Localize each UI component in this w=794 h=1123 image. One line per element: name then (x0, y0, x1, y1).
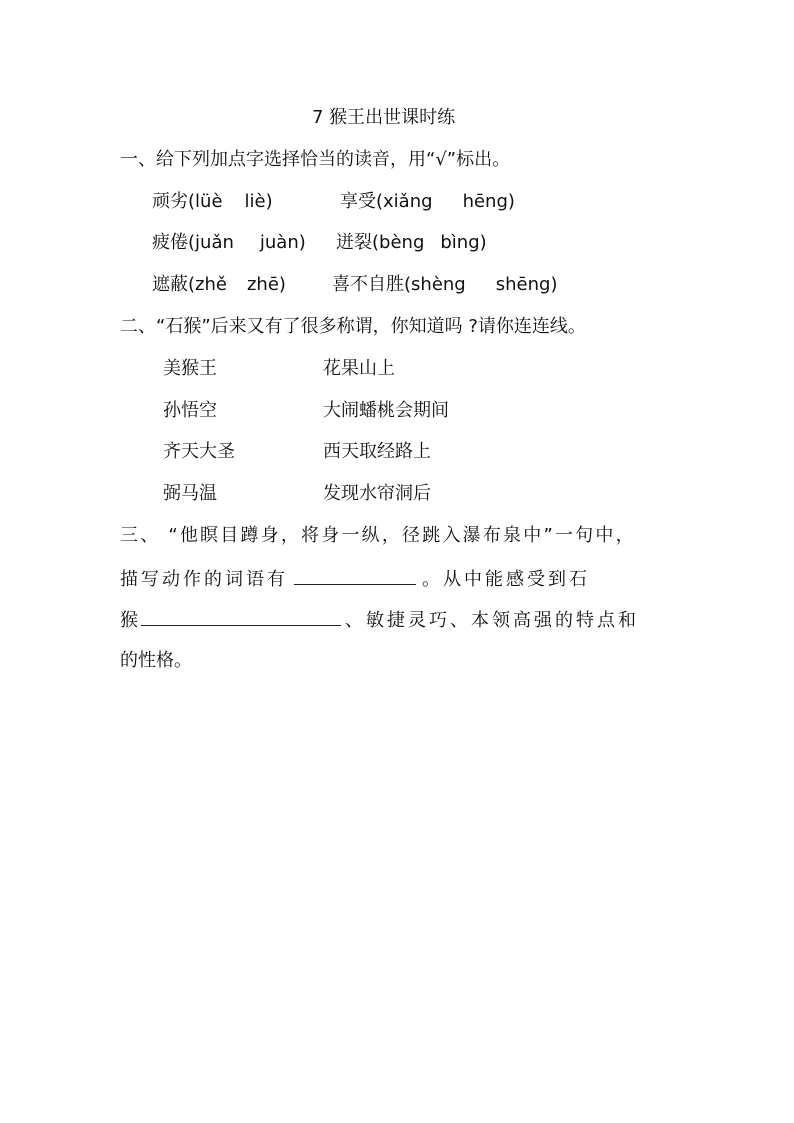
q1-word: 喜不自胜( (332, 274, 412, 295)
page-title: 7 猴王出世课时练 (312, 107, 456, 128)
match-left-1[interactable]: 美猴王 (163, 358, 217, 379)
pinyin-option-b[interactable]: liè (244, 191, 266, 212)
q3-text: 、敏捷灵巧、本领高强的特点和 (345, 610, 639, 631)
question-3-line-2 (120, 566, 590, 592)
question-3-line-4: 的性格。 (120, 650, 192, 671)
pinyin-option-a[interactable]: lüè (195, 191, 223, 212)
pinyin-option-a[interactable]: xiǎng (383, 191, 433, 212)
q1-word: 顽劣( (152, 191, 196, 212)
pinyin-option-b[interactable]: zhē (246, 274, 279, 295)
pinyin-option-b[interactable]: shēng (495, 274, 551, 295)
pinyin-option-a[interactable]: zhě (195, 274, 227, 295)
match-left-4[interactable]: 弼马温 (163, 483, 217, 504)
paren-close: ) (479, 232, 487, 253)
match-left-3[interactable]: 齐天大圣 (163, 441, 235, 462)
match-right-1[interactable]: 花果山上 (323, 358, 395, 379)
match-left-2[interactable]: 孙悟空 (163, 400, 217, 421)
answer-blank-2[interactable] (141, 607, 341, 626)
pinyin-option-b[interactable]: bìng (440, 232, 480, 253)
q1-item-5 (152, 273, 286, 297)
pinyin-option-a[interactable]: bèng (379, 232, 425, 253)
pinyin-option-b[interactable]: juàn (259, 232, 299, 253)
match-right-2[interactable]: 大闹蟠桃会期间 (323, 400, 449, 421)
paren-close: ) (298, 232, 306, 253)
q1-word: 疲倦( (152, 232, 196, 253)
q1-item-3 (152, 231, 306, 255)
q1-word: 迸裂( (336, 232, 380, 253)
q1-word: 享受( (340, 191, 384, 212)
question-3-line-1: 三、 “他瞑目蹲身，将身一纵，径跳入瀑布泉中”一句中， (120, 525, 636, 546)
q1-item-2 (340, 190, 515, 214)
question-1-heading: 一、给下列加点字选择恰当的读音，用“√”标出。 (120, 149, 511, 170)
q1-item-4 (336, 231, 487, 255)
q1-word: 遮蔽( (152, 274, 196, 295)
question-3-line-3 (120, 607, 639, 633)
pinyin-option-a[interactable]: shèng (411, 274, 466, 295)
answer-blank-1[interactable] (294, 566, 416, 585)
paren-close: ) (265, 191, 273, 212)
paren-close: ) (550, 274, 558, 295)
question-2-heading: 二、“石猴”后来又有了很多称谓，你知道吗 ?请你连连线。 (120, 316, 586, 337)
paren-close: ) (278, 274, 286, 295)
match-right-3[interactable]: 西天取经路上 (323, 441, 431, 462)
q3-text: 猴 (120, 610, 141, 631)
pinyin-option-a[interactable]: juǎn (195, 232, 234, 253)
q1-item-6 (332, 273, 557, 297)
q1-item-1 (152, 190, 273, 214)
pinyin-option-b[interactable]: hēng (462, 191, 508, 212)
q3-text: 描写动作的词语有 (120, 569, 288, 590)
q3-text: 。从中能感受到石 (422, 569, 590, 590)
match-right-4[interactable]: 发现水帘洞后 (323, 483, 431, 504)
paren-close: ) (507, 191, 515, 212)
